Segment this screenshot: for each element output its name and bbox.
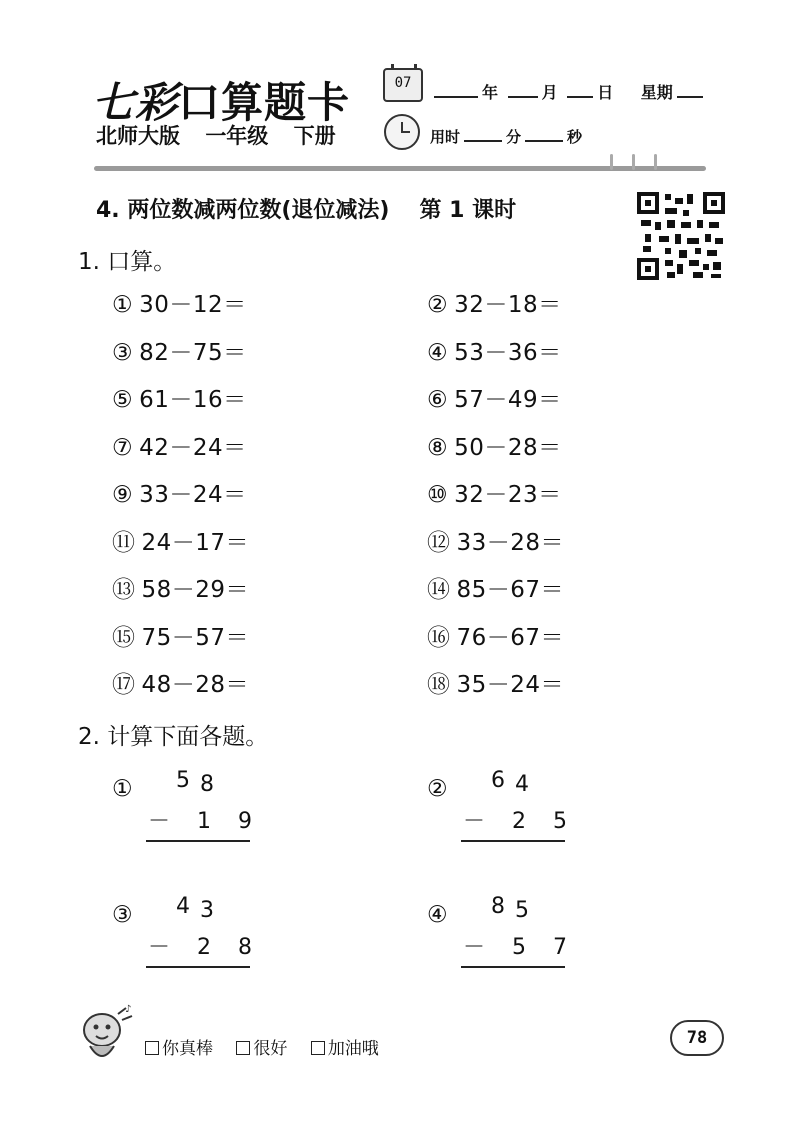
lesson-title (96, 193, 516, 224)
weekday-blank[interactable] (677, 82, 703, 98)
clock-icon (384, 114, 420, 150)
month-blank[interactable] (508, 82, 538, 98)
checkbox-icon (236, 1041, 250, 1055)
oral-problem: ⑧ 50－28＝ (427, 435, 562, 461)
minutes-blank[interactable] (464, 126, 502, 142)
lesson-session: 第 1 课时 (419, 198, 517, 223)
oral-problem: ⑦ 42－24＝ (112, 435, 247, 461)
oral-problem: ⑬ 58－29＝ (112, 577, 250, 603)
calendar-icon (383, 68, 423, 102)
oral-problem: ③ 82－75＝ (112, 340, 247, 366)
publisher-label: 北师大版 (96, 124, 180, 148)
calendar-day: 07 (394, 75, 412, 91)
seconds-blank[interactable] (525, 126, 563, 142)
oral-problem: ⑫ 33－28＝ (427, 530, 565, 556)
oral-problem: ⑨ 33－24＝ (112, 482, 247, 508)
seconds-label: 秒 (567, 128, 583, 146)
time-used-label: 用时 (430, 128, 461, 146)
vertical-problem: ② 64 － 2 5 (427, 768, 567, 858)
day-blank[interactable] (567, 82, 593, 98)
day-label: 日 (597, 83, 614, 102)
year-blank[interactable] (434, 82, 478, 98)
volume-label: 下册 (293, 124, 336, 148)
vertical-problem: ④ 85 － 5 7 (427, 894, 567, 984)
month-label: 月 (541, 83, 558, 102)
divider-pins (606, 154, 666, 170)
rating-option-keep-going[interactable]: 加油哦 (311, 1039, 379, 1059)
svg-text:♪: ♪ (125, 1004, 132, 1015)
oral-problem: ⑰ 48－28＝ (112, 672, 250, 698)
date-fill-line (430, 80, 707, 103)
section1-title: 1. 口算。 (78, 249, 177, 275)
mascot-icon (70, 1000, 140, 1070)
time-fill-line (430, 126, 582, 147)
qr-code-icon (637, 192, 725, 280)
year-label: 年 (482, 83, 499, 102)
edition-line (96, 120, 354, 150)
weekday-label: 星期 (640, 83, 673, 102)
brand-title-part2: 口算题卡 (178, 78, 351, 127)
oral-problem: ⑮ 75－57＝ (112, 625, 250, 651)
oral-problem: ① 30－12＝ (112, 292, 247, 318)
self-rating (145, 1034, 397, 1059)
oral-problem: ⑯ 76－67＝ (427, 625, 565, 651)
vertical-problem: ① 58 － 1 9 (112, 768, 252, 858)
rating-option-good[interactable]: 很好 (236, 1039, 287, 1059)
oral-problem: ⑱ 35－24＝ (427, 672, 565, 698)
minutes-label: 分 (506, 128, 522, 146)
oral-problem: ⑥ 57－49＝ (427, 387, 562, 413)
oral-problem: ② 32－18＝ (427, 292, 562, 318)
grade-label: 一年级 (205, 124, 269, 148)
rating-option-great[interactable]: 你真棒 (145, 1039, 213, 1059)
brand-title-part1: 七彩 (92, 78, 179, 127)
oral-problem: ⑭ 85－67＝ (427, 577, 565, 603)
section2-title: 2. 计算下面各题。 (78, 724, 269, 750)
oral-problem: ⑩ 32－23＝ (427, 482, 562, 508)
vertical-problem: ③ 43 － 2 8 (112, 894, 252, 984)
oral-problem: ⑤ 61－16＝ (112, 387, 247, 413)
checkbox-icon (145, 1041, 159, 1055)
page-number: 78 (670, 1020, 724, 1056)
checkbox-icon (311, 1041, 325, 1055)
lesson-name: 4. 两位数减两位数(退位减法) (96, 198, 390, 223)
oral-problem: ⑪ 24－17＝ (112, 530, 250, 556)
oral-problem: ④ 53－36＝ (427, 340, 562, 366)
